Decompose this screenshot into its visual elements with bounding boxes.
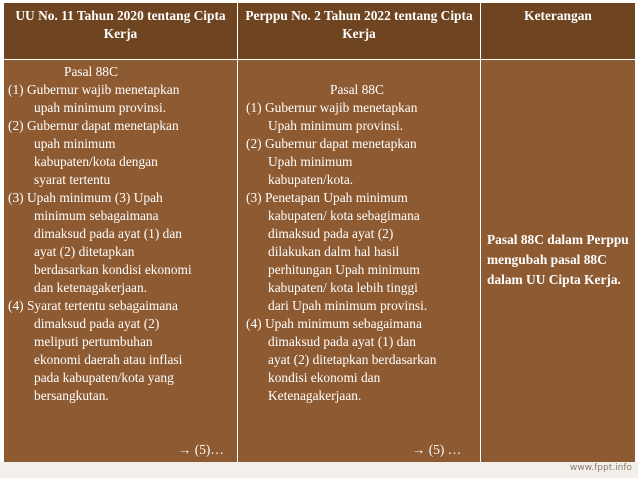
col1-line: dimaksud pada ayat (1) dan [34, 226, 182, 241]
col2-line: dimaksud pada ayat (2) [268, 226, 394, 241]
cell-uu-pasal-88c [4, 60, 238, 463]
header-uu-cipta-kerja: UU No. 11 Tahun 2020 tentang Cipta Kerja [4, 3, 238, 60]
cell-keterangan [481, 60, 636, 463]
col1-line: (2) Gubernur dapat menetapkan [8, 118, 179, 133]
header-perppu: Perppu No. 2 Tahun 2022 tentang Cipta Kerja [238, 3, 481, 60]
col2-line: Ketenagakerjaan. [268, 388, 362, 403]
content-row [4, 60, 636, 463]
col2-line: dilakukan dalm hal hasil [268, 244, 400, 259]
comparison-table [3, 2, 636, 463]
footer-url: www.fppt.info [570, 463, 632, 473]
col2-line: kabupaten/ kota lebih tinggi [268, 280, 418, 295]
col1-line: dan ketenagakerjaan. [34, 280, 148, 295]
col2-line: (3) Penetapan Upah minimum [246, 190, 408, 205]
col1-line: ekonomi daerah atau inflasi [34, 352, 183, 367]
continuation-arrow: → (5) … [412, 442, 462, 457]
col1-line: ayat (2) ditetapkan [34, 244, 135, 259]
col2-line: Upah minimum [268, 154, 353, 169]
col2-line: kabupaten/ kota sebagimana [268, 208, 420, 223]
col2-line: (2) Gubernur dapat menetapkan [246, 136, 417, 151]
header-row [4, 3, 636, 60]
col1-line: kabupaten/kota dengan [34, 154, 158, 169]
col1-line: (4) Syarat tertentu sebagaimana [8, 298, 178, 313]
col1-line: upah minimum [34, 136, 116, 151]
col2-line: ayat (2) ditetapkan berdasarkan [268, 352, 437, 367]
col1-line: dimaksud pada ayat (2) [34, 316, 160, 331]
col1-line: minimum sebagaimana [34, 208, 159, 223]
continuation-arrow: → (5)… [178, 442, 224, 457]
col1-line: meliputi pertumbuhan [34, 334, 153, 349]
col1-line: Pasal 88C [64, 64, 118, 79]
keterangan-note: Pasal 88C dalam Perppu mengubah pasal 88C dalam UU Cipta Kerja. [487, 232, 629, 287]
col2-line: (1) Gubernur wajib menetapkan [246, 100, 418, 115]
col2-line: kabupaten/kota. [268, 172, 354, 187]
col2-line: (4) Upah minimum sebagaimana [246, 316, 422, 331]
col2-line: kondisi ekonomi dan [268, 370, 381, 385]
col1-line: pada kabupaten/kota yang [34, 370, 174, 385]
col1-line: syarat tertentu [34, 172, 111, 187]
cell-perppu-pasal-88c [238, 60, 481, 463]
header-keterangan: Keterangan [481, 3, 636, 60]
col1-line: berdasarkan kondisi ekonomi [34, 262, 192, 277]
col1-line: (1) Gubernur wajib menetapkan [8, 82, 180, 97]
col2-line: dari Upah minimum provinsi. [268, 298, 428, 313]
col2-line: Pasal 88C [330, 82, 384, 97]
col1-line: upah minimum provinsi. [34, 100, 167, 115]
footer-band [0, 462, 638, 478]
col1-line: bersangkutan. [34, 388, 109, 403]
col2-line: perhitungan Upah minimum [268, 262, 420, 277]
col1-line: (3) Upah minimum (3) Upah [8, 190, 163, 205]
col2-line: dimaksud pada ayat (1) dan [268, 334, 416, 349]
col2-line: Upah minimum provinsi. [268, 118, 404, 133]
